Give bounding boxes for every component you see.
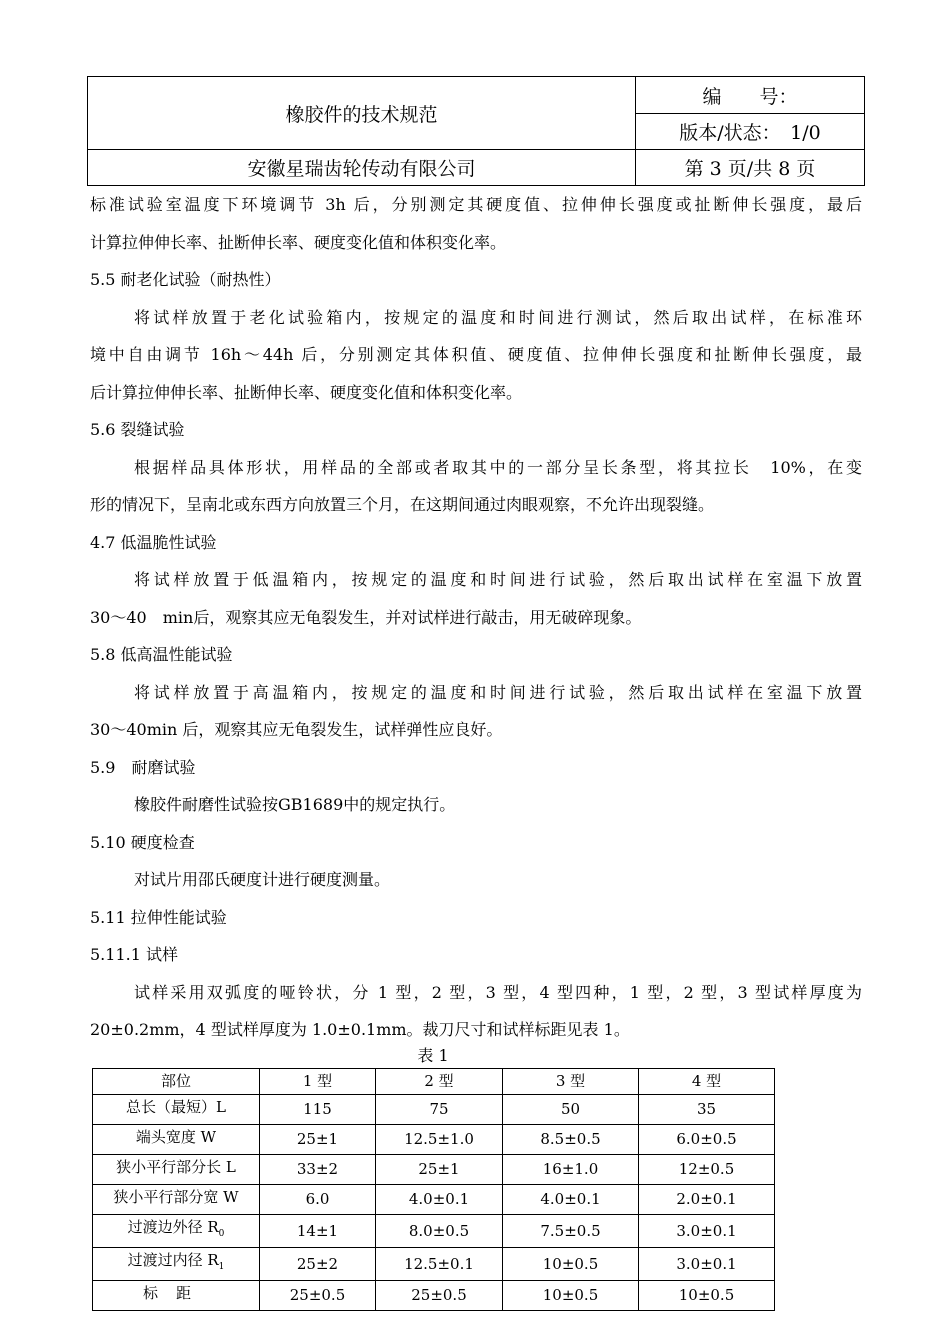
table-cell: 12±0.5 <box>639 1155 775 1185</box>
table-row <box>93 1248 775 1281</box>
table-cell: 75 <box>376 1095 503 1125</box>
table-row <box>93 1185 775 1215</box>
table-cell: 25±0.5 <box>260 1281 376 1311</box>
company-name: 安徽星瑞齿轮传动有限公司 <box>88 150 636 186</box>
table-caption: 表 1 <box>417 1046 449 1065</box>
row-label: 端头宽度 W <box>93 1125 260 1155</box>
paragraph-line: 形的情况下，呈南北或东西方向放置三个月，在这期间通过肉眼观察，不允许出现裂缝。 <box>90 495 715 514</box>
document-number-label: 编 号： <box>636 77 865 114</box>
column-header: 3 型 <box>503 1069 639 1095</box>
paragraph-line: 30～40 min后，观察其应无龟裂发生，并对试样进行敲击，用无破碎现象。 <box>90 607 642 627</box>
row-label: 过渡过内径 $R_1$ <box>93 1248 260 1281</box>
paragraph-line: 30～40min 后，观察其应无龟裂发生，试样弹性应良好。 <box>90 720 503 739</box>
paragraph-line: 将试样放置于老化试验箱内，按规定的温度和时间进行测试，然后取出试样，在标准环 <box>134 307 862 327</box>
section-heading: 5.6 裂缝试验 <box>90 420 185 439</box>
version-status: 版本/状态： 1/0 <box>636 114 865 150</box>
paragraph-line: 将试样放置于低温箱内，按规定的温度和时间进行试验，然后取出试样在室温下放置 <box>134 570 862 589</box>
table-row <box>93 1281 775 1311</box>
paragraph-line: 橡胶件耐磨性试验按GB1689中的规定执行。 <box>134 795 456 814</box>
row-label: 总长（最短）L <box>93 1095 260 1125</box>
column-header: 4 型 <box>639 1069 775 1095</box>
paragraph-line: 标准试验室温度下环境调节 3h 后，分别测定其硬度值、拉伸伸长强度或扯断伸长强度，最后 <box>90 195 862 214</box>
paragraph-line: 境中自由调节 16h～44h 后，分别测定其体积值、硬度值、拉伸伸长强度和扯断伸长强度，最 <box>90 345 862 364</box>
section-heading: 5.8 低高温性能试验 <box>90 645 233 664</box>
document-header <box>87 76 865 186</box>
paragraph-line: 计算拉伸伸长率、扯断伸长率、硬度变化值和体积变化率。 <box>90 232 507 252</box>
table-cell: 3.0±0.1 <box>639 1248 775 1281</box>
table-cell: 25±2 <box>260 1248 376 1281</box>
paragraph-line: 后计算拉伸伸长率、扯断伸长率、硬度变化值和体积变化率。 <box>90 382 523 402</box>
table-row <box>93 1215 775 1248</box>
table-cell: 33±2 <box>260 1155 376 1185</box>
table-cell: 7.5±0.5 <box>503 1215 639 1248</box>
table-cell: 10±0.5 <box>639 1281 775 1311</box>
table-row <box>93 1125 775 1155</box>
row-label: 狭小平行部分长 L <box>93 1155 260 1185</box>
paragraph-line: 根据样品具体形状，用样品的全部或者取其中的一部分呈长条型，将其拉长 10%，在变 <box>134 457 862 477</box>
column-header: 2 型 <box>376 1069 503 1095</box>
table-cell: 12.5±1.0 <box>376 1125 503 1155</box>
table-cell: 10±0.5 <box>503 1248 639 1281</box>
column-header: 1 型 <box>260 1069 376 1095</box>
table-cell: 4.0±0.1 <box>503 1185 639 1215</box>
section-heading: 5.5 耐老化试验（耐热性） <box>90 270 281 289</box>
row-label: 标距 <box>93 1281 260 1311</box>
table-cell: 25±1 <box>260 1125 376 1155</box>
row-label: 过渡边外径 $R_0$ <box>93 1215 260 1248</box>
table-cell: 6.0 <box>260 1185 376 1215</box>
row-label: 狭小平行部分宽 W <box>93 1185 260 1215</box>
table-cell: 2.0±0.1 <box>639 1185 775 1215</box>
table-cell: 8.5±0.5 <box>503 1125 639 1155</box>
section-heading: 4.7 低温脆性试验 <box>90 532 217 552</box>
paragraph-line: 对试片用邵氏硬度计进行硬度测量。 <box>134 870 391 889</box>
document-body <box>90 186 862 1049</box>
table-cell: 14±1 <box>260 1215 376 1248</box>
section-heading: 5.10 硬度检查 <box>90 832 195 852</box>
table-cell: 10±0.5 <box>503 1281 639 1311</box>
table-cell: 12.5±0.1 <box>376 1248 503 1281</box>
page-info: 第 3 页/共 8 页 <box>636 150 865 186</box>
column-header: 部位 <box>93 1069 260 1095</box>
table-cell: 8.0±0.5 <box>376 1215 503 1248</box>
paragraph-line: 20±0.2mm，4 型试样厚度为 1.0±0.1mm。裁刀尺寸和试样标距见表 1。 <box>90 1020 630 1039</box>
table-cell: 3.0±0.1 <box>639 1215 775 1248</box>
table-cell: 25±0.5 <box>376 1281 503 1311</box>
table-cell: 25±1 <box>376 1155 503 1185</box>
section-heading: 5.11 拉伸性能试验 <box>90 907 227 927</box>
section-heading: 5.11.1 试样 <box>90 945 178 964</box>
document-title: 橡胶件的技术规范 <box>88 77 636 150</box>
table-cell: 4.0±0.1 <box>376 1185 503 1215</box>
table-header-row <box>93 1069 775 1095</box>
dimension-table <box>92 1068 775 1311</box>
paragraph-line: 将试样放置于高温箱内，按规定的温度和时间进行试验，然后取出试样在室温下放置 <box>134 682 862 702</box>
table-row <box>93 1155 775 1185</box>
paragraph-line: 试样采用双弧度的哑铃状，分 1 型，2 型，3 型，4 型四种，1 型，2 型，3 型试样厚度为 <box>134 982 862 1002</box>
table-cell: 6.0±0.5 <box>639 1125 775 1155</box>
table-row <box>93 1095 775 1125</box>
table-cell: 35 <box>639 1095 775 1125</box>
table-cell: 115 <box>260 1095 376 1125</box>
table-cell: 50 <box>503 1095 639 1125</box>
section-heading: 5.9 耐磨试验 <box>90 757 196 777</box>
table-cell: 16±1.0 <box>503 1155 639 1185</box>
